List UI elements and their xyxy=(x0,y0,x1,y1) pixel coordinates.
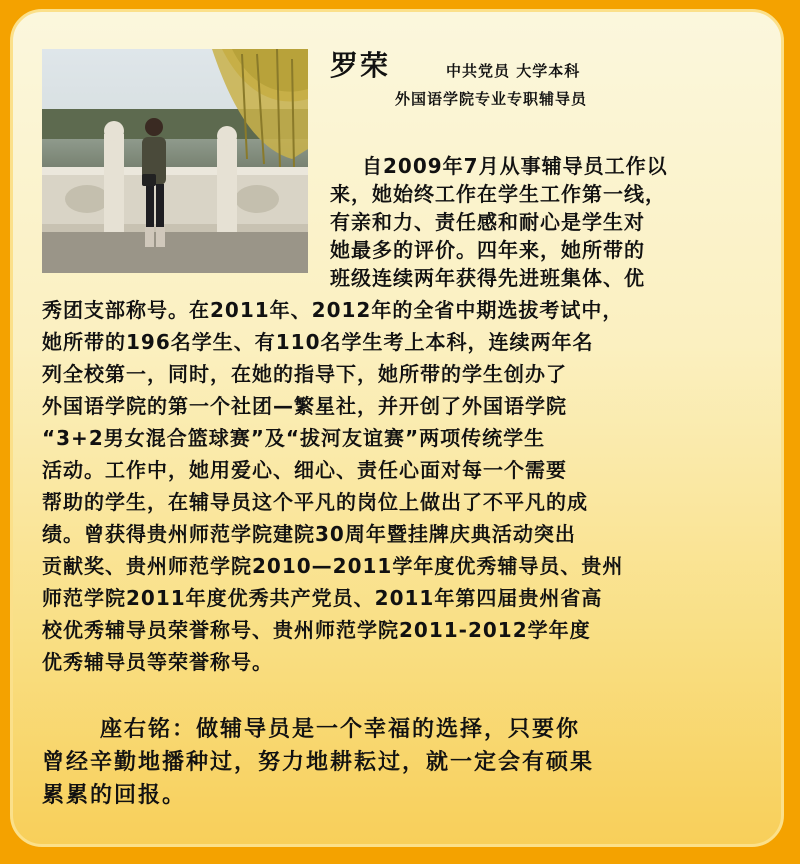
bio-line: 优秀辅导员等荣誉称号。 xyxy=(42,650,273,674)
bio-line: 帮助的学生，在辅导员这个平凡的岗位上做出了不平凡的成 xyxy=(42,490,588,514)
person-meta: 中共党员 大学本科 xyxy=(446,62,581,80)
bio-line: 班级连续两年获得先进班集体、优 xyxy=(330,266,645,290)
bio-line: 来，她始终工作在学生工作第一线， xyxy=(330,182,666,206)
bio-line: 贡献奖、贵州师范学院2010—2011学年度优秀辅导员、贵州 xyxy=(42,554,624,578)
bio-line: 列全校第一，同时，在她的指导下，她所带的学生创办了 xyxy=(42,362,567,386)
bio-line: 师范学院2011年度优秀共产党员、2011年第四届贵州省高 xyxy=(42,586,603,610)
bio-line: 自2009年7月从事辅导员工作以 xyxy=(362,154,668,178)
motto-line: 曾经辛勤地播种过，努力地耕耘过，就一定会有硕果 xyxy=(42,750,595,775)
portrait-photo xyxy=(42,49,308,273)
motto-line: 累累的回报。 xyxy=(42,783,187,808)
person-role: 外国语学院专业专职辅导员 xyxy=(395,90,588,108)
bio-line: 外国语学院的第一个社团—繁星社，并开创了外国语学院 xyxy=(42,394,567,418)
motto-line: 座右铭：做辅导员是一个幸福的选择，只要你 xyxy=(100,717,581,742)
bio-line: “3+2男女混合篮球赛”及“拔河友谊赛”两项传统学生 xyxy=(42,426,546,450)
bio-line: 秀团支部称号。在2011年、2012年的全省中期选拔考试中， xyxy=(42,298,624,322)
bio-line: 她最多的评价。四年来，她所带的 xyxy=(330,238,645,262)
bio-line: 活动。工作中，她用爱心、细心、责任心面对每一个需要 xyxy=(42,458,567,482)
bio-line: 绩。曾获得贵州师范学院建院30周年暨挂牌庆典活动突出 xyxy=(42,522,576,546)
bio-line: 她所带的196名学生、有110名学生考上本科，连续两年名 xyxy=(42,330,594,354)
person-name: 罗荣 xyxy=(330,49,391,82)
bio-line: 校优秀辅导员荣誉称号、贵州师范学院2011-2012学年度 xyxy=(42,618,591,642)
bio-line: 有亲和力、责任感和耐心是学生对 xyxy=(330,210,645,234)
